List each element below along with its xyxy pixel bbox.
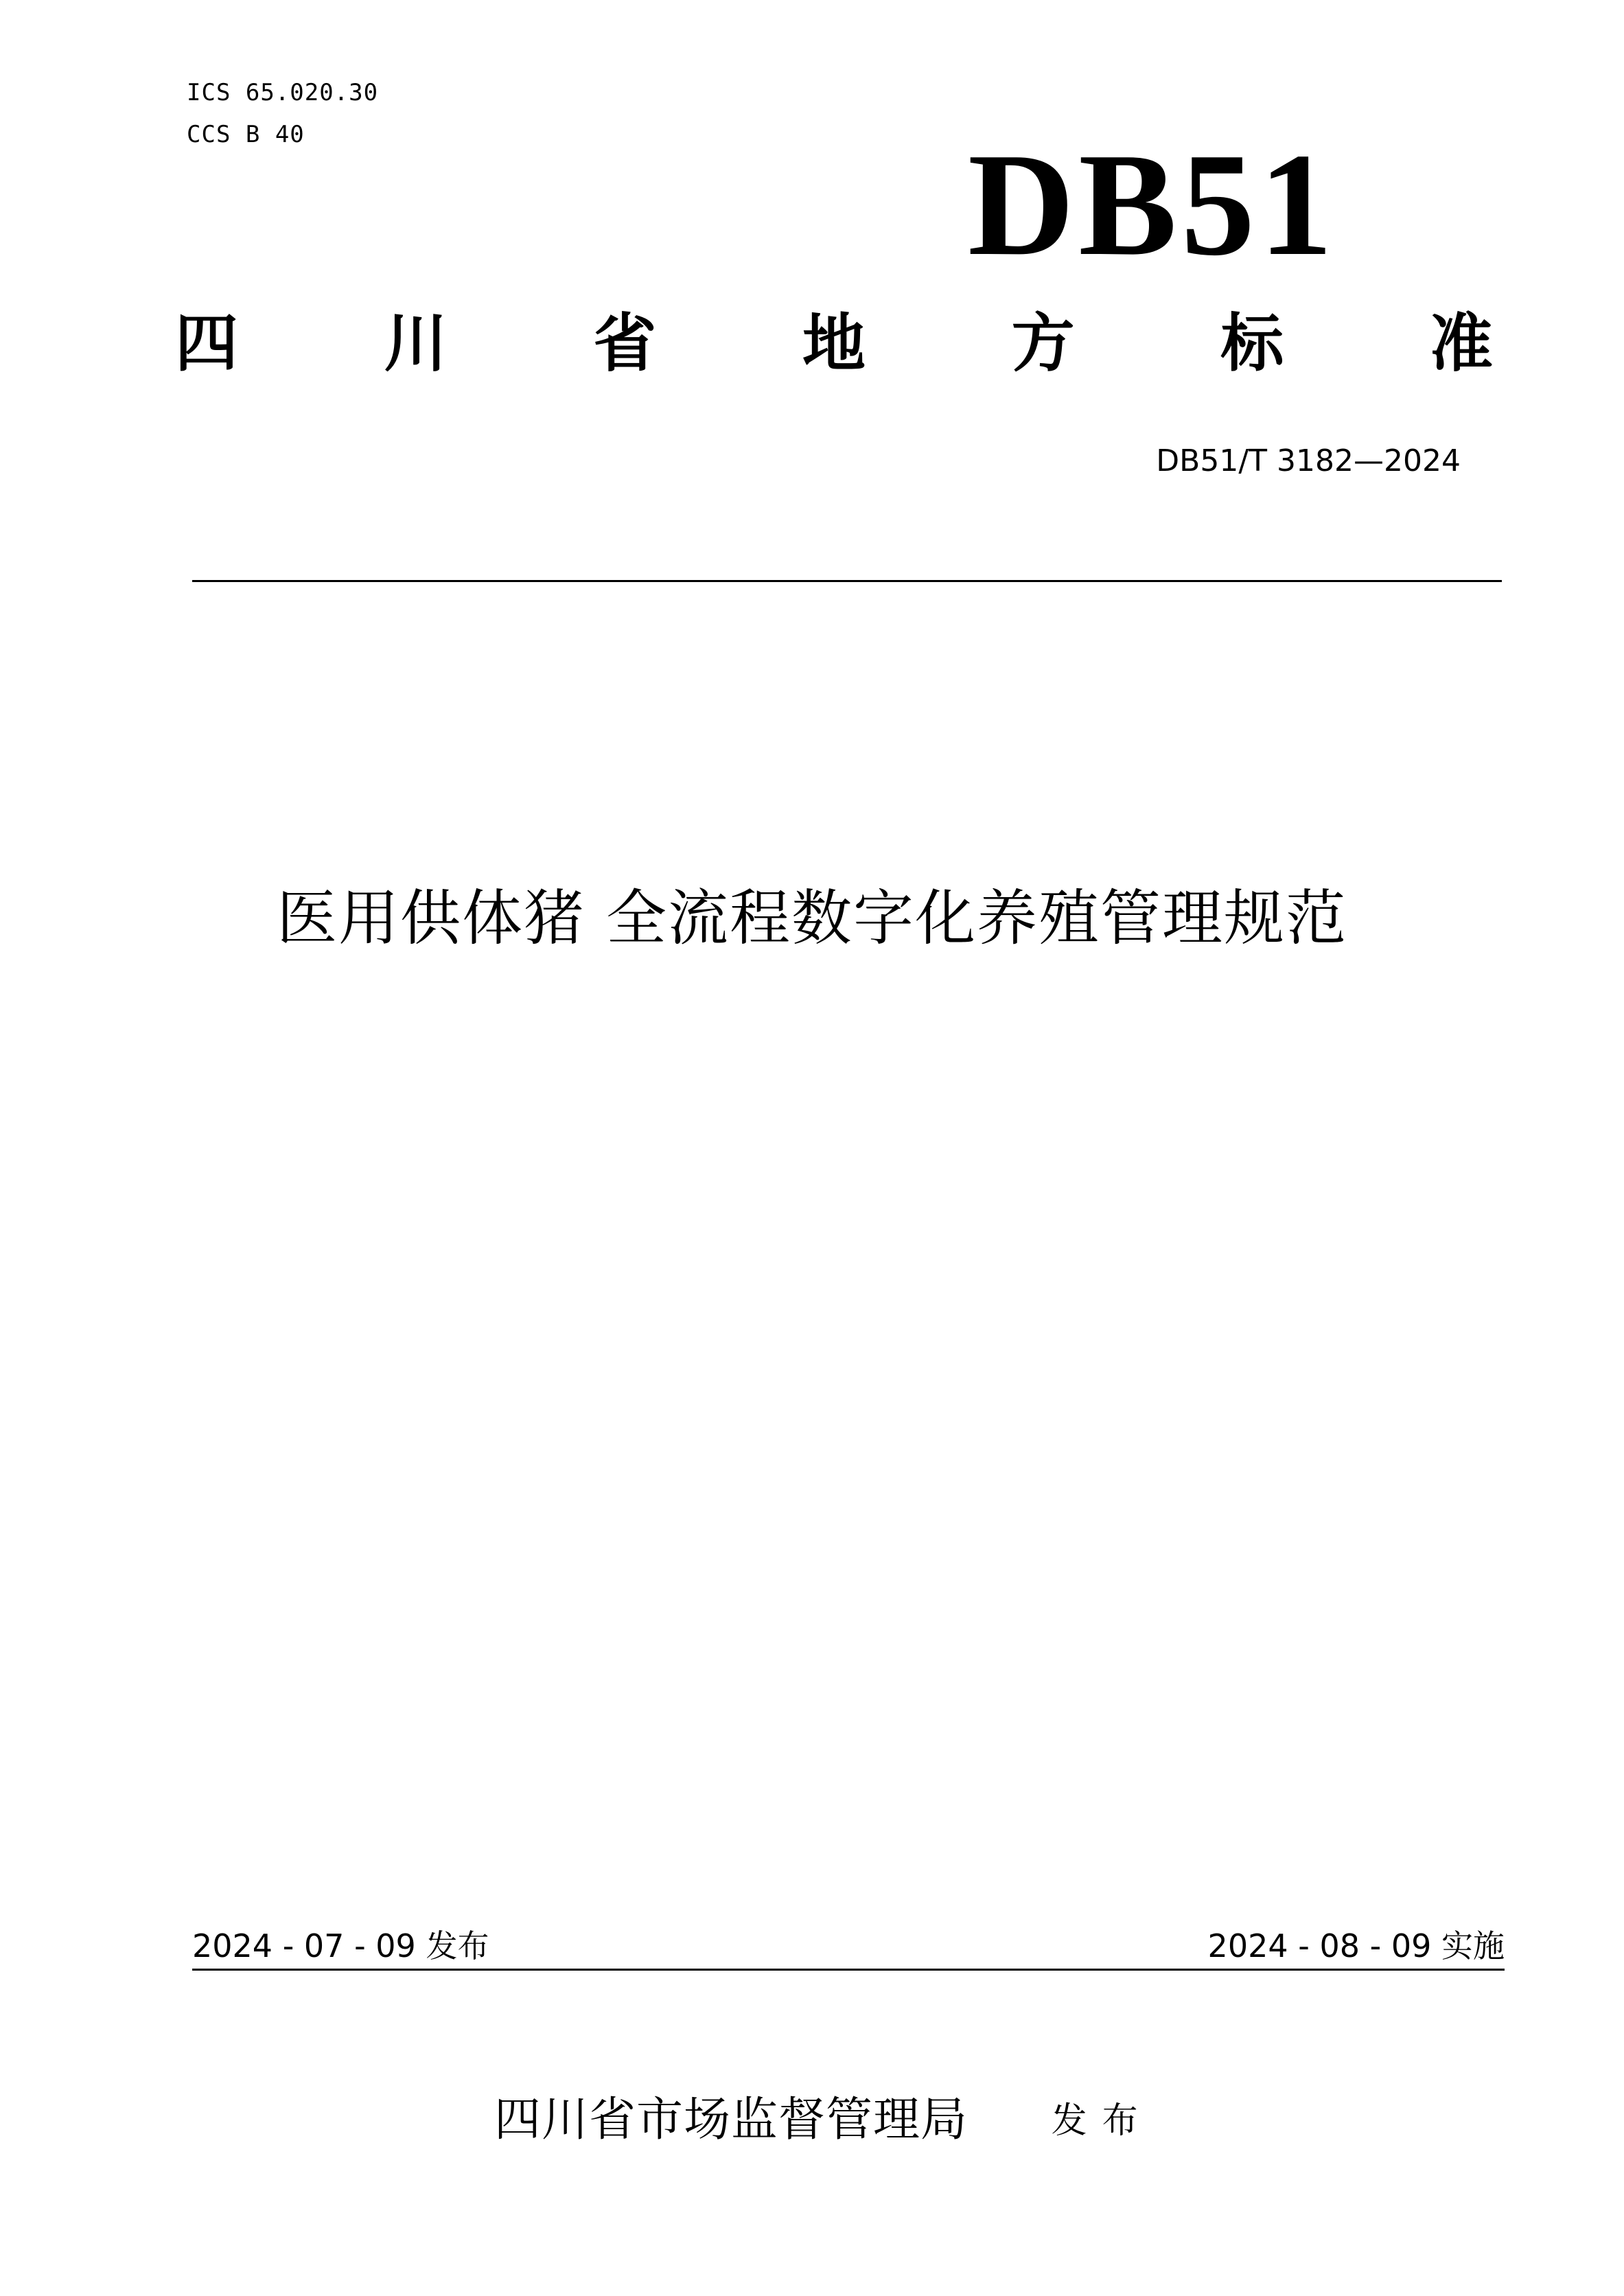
ccs-code: CCS B 40 — [187, 121, 305, 148]
standard-type-char: 地 — [802, 307, 866, 380]
issue-date: 2024 - 07 - 09 发布 — [192, 1927, 489, 1964]
standard-type-char: 准 — [1429, 307, 1493, 380]
db-logo: DB51 — [968, 122, 1337, 286]
publisher-row — [494, 2092, 1153, 2148]
top-divider — [192, 580, 1502, 582]
publish-label: 发布 — [1051, 2100, 1153, 2142]
date-row — [192, 1927, 1505, 1971]
standard-type-char: 四 — [175, 307, 239, 380]
standard-type-char: 方 — [1011, 307, 1075, 380]
publisher-name: 四川省市场监督管理局 — [494, 2093, 968, 2147]
implementation-date: 2024 - 08 - 09 实施 — [1207, 1927, 1505, 1964]
standard-number: DB51/T 3182—2024 — [1156, 443, 1461, 478]
ics-code: ICS 65.020.30 — [187, 79, 379, 106]
standard-type-heading — [175, 307, 1493, 380]
standard-type-char: 省 — [593, 307, 657, 380]
standard-type-char: 川 — [384, 307, 448, 380]
document-title: 医用供体猪 全流程数字化养殖管理规范 — [277, 883, 1347, 953]
standard-type-char: 标 — [1220, 307, 1284, 380]
